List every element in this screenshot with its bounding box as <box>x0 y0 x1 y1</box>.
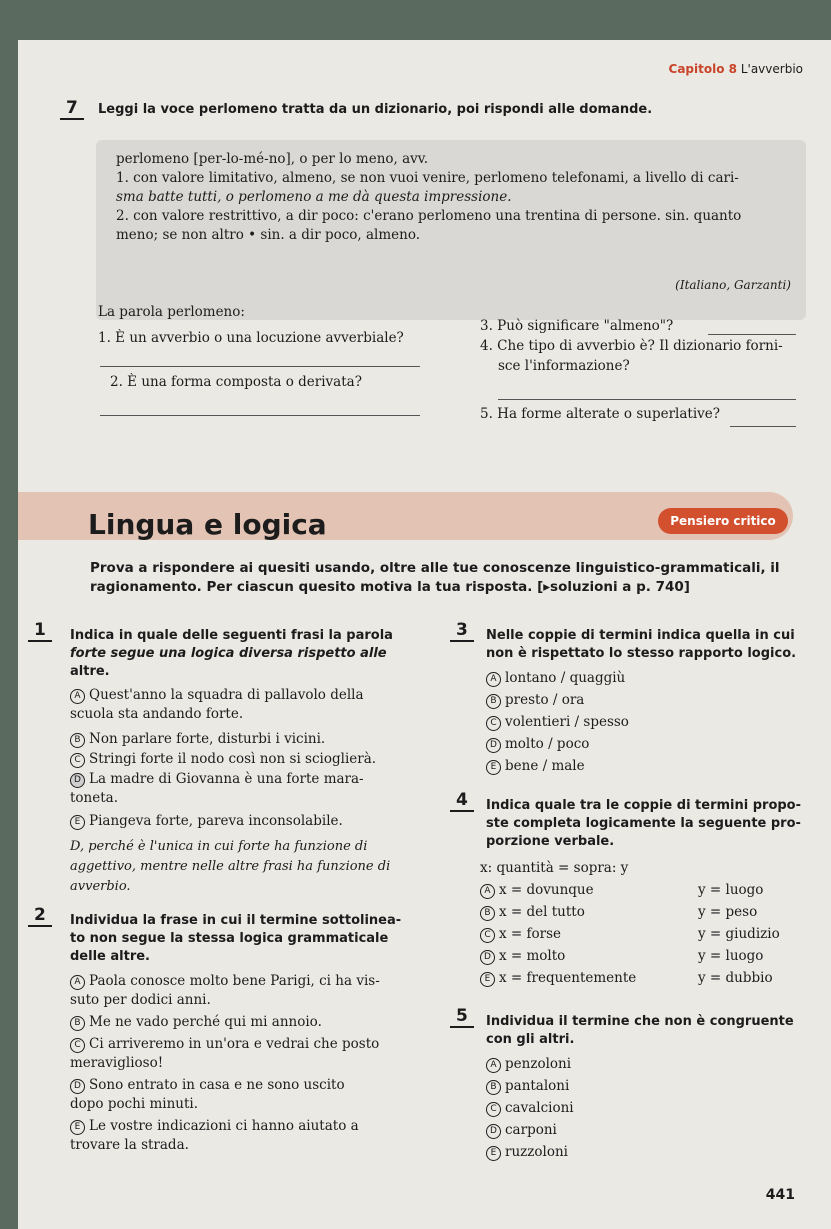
question-2-number: 2 <box>28 905 52 925</box>
q1-option-c[interactable] <box>70 750 376 769</box>
entry-head: perlomeno [per-lo-mé-no], o per lo meno, avv. <box>116 151 429 167</box>
option-a-marker: A <box>70 975 85 990</box>
q2-text: Individua la frase in cui il termine sottolinea- <box>70 913 402 928</box>
q3-option-d[interactable] <box>486 736 589 753</box>
option-d-marker: D <box>70 773 85 788</box>
q4-formula: x: quantità = sopra: y <box>480 860 629 876</box>
question-1-number: 1 <box>28 620 52 640</box>
q1-option-e[interactable] <box>70 812 343 831</box>
q3-option-b-text: presto / ora <box>505 692 585 708</box>
option-a-marker: A <box>480 884 495 899</box>
q5-option-d[interactable] <box>486 1122 557 1139</box>
ex7-q5: 5. Ha forme alterate o superlative? <box>480 406 721 422</box>
ex7-q1: 1. È un avverbio o una locuzione avverbiale? <box>98 330 404 346</box>
q1-option-a[interactable] <box>70 686 364 705</box>
q5-option-c[interactable] <box>486 1100 574 1117</box>
entry-def2-cont: meno; se non altro • sin. a dir poco, almeno. <box>116 227 421 243</box>
q5-option-b[interactable] <box>486 1078 569 1095</box>
option-b-marker: B <box>480 906 495 921</box>
q5-option-c-text: cavalcioni <box>505 1100 574 1116</box>
question-3-number: 3 <box>450 620 474 640</box>
q5-text: Individua il termine che non è congruente <box>486 1014 794 1029</box>
q1-option-d[interactable] <box>70 770 364 789</box>
ex7-q4-answer-line[interactable] <box>498 398 796 400</box>
q3-text: Nelle coppie di termini indica quella in cui <box>486 628 795 643</box>
ex7-q2: 2. È una forma composta o derivata? <box>110 374 362 390</box>
q1-answer-cont: aggettivo, mentre nelle altre frasi ha funzione di <box>70 859 391 874</box>
q2-option-b[interactable] <box>70 1013 322 1032</box>
q4-option-a[interactable] <box>480 882 594 899</box>
exercise-7-number: 7 <box>60 98 84 118</box>
q2-option-c-cont: meraviglioso! <box>70 1055 164 1071</box>
q2-option-e[interactable] <box>70 1117 359 1136</box>
option-e-marker: E <box>486 760 501 775</box>
chapter-header <box>669 62 803 76</box>
question-4-number: 4 <box>450 790 474 810</box>
q1-answer: D, perché è l'unica in cui forte ha funzione di <box>70 839 368 854</box>
ex7-q3: 3. Può significare "almeno"? <box>480 318 674 334</box>
q1-option-b[interactable] <box>70 730 325 749</box>
q2-option-e-text: Le vostre indicazioni ci hanno aiutato a <box>89 1118 359 1134</box>
q1-option-a-cont: scuola sta andando forte. <box>70 706 244 722</box>
q4-text-3: porzione verbale. <box>486 834 615 849</box>
option-e-marker: E <box>70 815 85 830</box>
q3-option-a-text: lontano / quaggiù <box>505 670 626 686</box>
ex7-q5-answer-line[interactable] <box>730 425 796 427</box>
q4-text-2: ste completa logicamente la seguente pro- <box>486 816 801 831</box>
q1-text-2: forte segue una logica diversa rispetto alle <box>70 646 387 661</box>
option-d-marker: D <box>486 738 501 753</box>
q4-option-c-x: x = forse <box>499 926 562 942</box>
q4-option-c-y: y = giudizio <box>698 926 780 942</box>
q3-option-b[interactable] <box>486 692 584 709</box>
q4-option-d-x: x = molto <box>499 948 566 964</box>
option-a-marker: A <box>486 672 501 687</box>
q4-option-b-y: y = peso <box>698 904 758 920</box>
entry-def1-cont: sma batte tutti, o perlomeno a me dà questa impressione. <box>116 189 512 205</box>
q2-text-3: delle altre. <box>70 949 150 964</box>
option-e-marker: E <box>70 1120 85 1135</box>
q4-option-b[interactable] <box>480 904 585 921</box>
entry-def1: 1. con valore limitativo, almeno, se non vuoi venire, perlomeno telefonami, a livello di cari- <box>116 170 739 186</box>
q5-text-2: con gli altri. <box>486 1032 575 1047</box>
q2-option-d-cont: dopo pochi minuti. <box>70 1096 199 1112</box>
chapter-title: L'avverbio <box>740 62 803 76</box>
q2-option-a-cont: suto per dodici anni. <box>70 992 211 1008</box>
option-d-marker: D <box>486 1124 501 1139</box>
q1-option-e-text: Piangeva forte, pareva inconsolabile. <box>89 813 343 829</box>
q4-option-c[interactable] <box>480 926 561 943</box>
option-c-marker: C <box>486 1102 501 1117</box>
option-b-marker: B <box>70 733 85 748</box>
ex7-q3-answer-line[interactable] <box>708 333 796 335</box>
option-c-marker: C <box>70 1038 85 1053</box>
q4-option-e-x: x = frequentemente <box>499 970 637 986</box>
q4-option-e-y: y = dubbio <box>698 970 773 986</box>
q1-option-c-text: Stringi forte il nodo così non si scioglierà. <box>89 751 377 767</box>
entry-source: (Italiano, Garzanti) <box>675 278 791 292</box>
option-a-marker: A <box>486 1058 501 1073</box>
q1-answer-cont-2: avverbio. <box>70 879 131 894</box>
q2-option-b-text: Me ne vado perché qui mi annoio. <box>89 1014 322 1030</box>
q2-option-c-text: Ci arriveremo in un'ora e vedrai che posto <box>89 1036 380 1052</box>
q5-option-a-text: penzoloni <box>505 1056 572 1072</box>
q5-option-e[interactable] <box>486 1144 568 1161</box>
option-b-marker: B <box>70 1016 85 1031</box>
q5-option-e-text: ruzzoloni <box>505 1144 568 1160</box>
q3-option-d-text: molto / poco <box>505 736 590 752</box>
q4-option-d[interactable] <box>480 948 565 965</box>
q5-option-b-text: pantaloni <box>505 1078 570 1094</box>
section-title: Lingua e logica <box>88 508 327 541</box>
q2-option-a[interactable] <box>70 972 380 991</box>
q1-option-b-text: Non parlare forte, disturbi i vicini. <box>89 731 326 747</box>
option-e-marker: E <box>480 972 495 987</box>
q4-option-e[interactable] <box>480 970 636 987</box>
option-b-marker: B <box>486 1080 501 1095</box>
exercise-7-instruction: Leggi la voce perlomeno tratta da un dizionario, poi rispondi alle domande. <box>98 102 653 117</box>
q2-text-2: to non segue la stessa logica grammaticale <box>70 931 389 946</box>
q3-text-2: non è rispettato lo stesso rapporto logico. <box>486 646 797 661</box>
page-number: 441 <box>765 1187 795 1203</box>
ex7-q4: 4. Che tipo di avverbio è? Il dizionario forni- <box>480 338 783 354</box>
q1-option-a-text: Quest'anno la squadra di pallavolo della <box>89 687 364 703</box>
q1-text: Indica in quale delle seguenti frasi la parola <box>70 628 393 643</box>
q3-option-e-text: bene / male <box>505 758 585 774</box>
q3-option-e[interactable] <box>486 758 585 775</box>
q2-option-d[interactable] <box>70 1076 345 1095</box>
ex7-q4-cont: sce l'informazione? <box>498 358 630 374</box>
q1-text-3: altre. <box>70 664 110 679</box>
chapter-label: Capitolo 8 <box>668 62 738 76</box>
pensiero-critico-badge: Pensiero critico <box>658 508 788 534</box>
option-d-marker: D <box>70 1079 85 1094</box>
entry-def2: 2. con valore restrittivo, a dir poco: c'erano perlomeno una trentina di persone. sin. quanto <box>116 208 742 224</box>
q2-option-d-text: Sono entrato in casa e ne sono uscito <box>89 1077 345 1093</box>
section-intro-cont: ragionamento. Per ciascun quesito motiva la tua risposta. [▸soluzioni a p. 740] <box>90 579 690 595</box>
q3-option-a[interactable] <box>486 670 625 687</box>
q3-option-c[interactable] <box>486 714 629 731</box>
q1-option-d-cont: toneta. <box>70 790 119 806</box>
q4-option-b-x: x = del tutto <box>499 904 585 920</box>
option-c-marker: C <box>70 753 85 768</box>
q5-option-a[interactable] <box>486 1056 571 1073</box>
q2-option-a-text: Paola conosce molto bene Parigi, ci ha vis- <box>89 973 380 989</box>
q2-option-c[interactable] <box>70 1035 379 1054</box>
ex7-q2-answer-line[interactable] <box>100 414 420 416</box>
option-a-marker: A <box>70 689 85 704</box>
q3-option-c-text: volentieri / spesso <box>505 714 629 730</box>
q4-text: Indica quale tra le coppie di termini propo- <box>486 798 802 813</box>
option-e-marker: E <box>486 1146 501 1161</box>
q4-option-a-y: y = luogo <box>698 882 764 898</box>
option-c-marker: C <box>480 928 495 943</box>
option-b-marker: B <box>486 694 501 709</box>
textbook-page <box>18 40 831 1229</box>
ex7-q1-answer-line[interactable] <box>100 365 420 367</box>
q1-option-d-text: La madre di Giovanna è una forte mara- <box>89 771 364 787</box>
option-c-marker: C <box>486 716 501 731</box>
q4-option-a-x: x = dovunque <box>499 882 594 898</box>
q5-option-d-text: carponi <box>505 1122 557 1138</box>
q4-option-d-y: y = luogo <box>698 948 764 964</box>
section-intro: Prova a rispondere ai quesiti usando, oltre alle tue conoscenze linguistico-grammaticali, il <box>90 560 780 576</box>
ex7-lead: La parola perlomeno: <box>98 304 245 320</box>
question-5-number: 5 <box>450 1006 474 1026</box>
q2-option-e-cont: trovare la strada. <box>70 1137 189 1153</box>
option-d-marker: D <box>480 950 495 965</box>
